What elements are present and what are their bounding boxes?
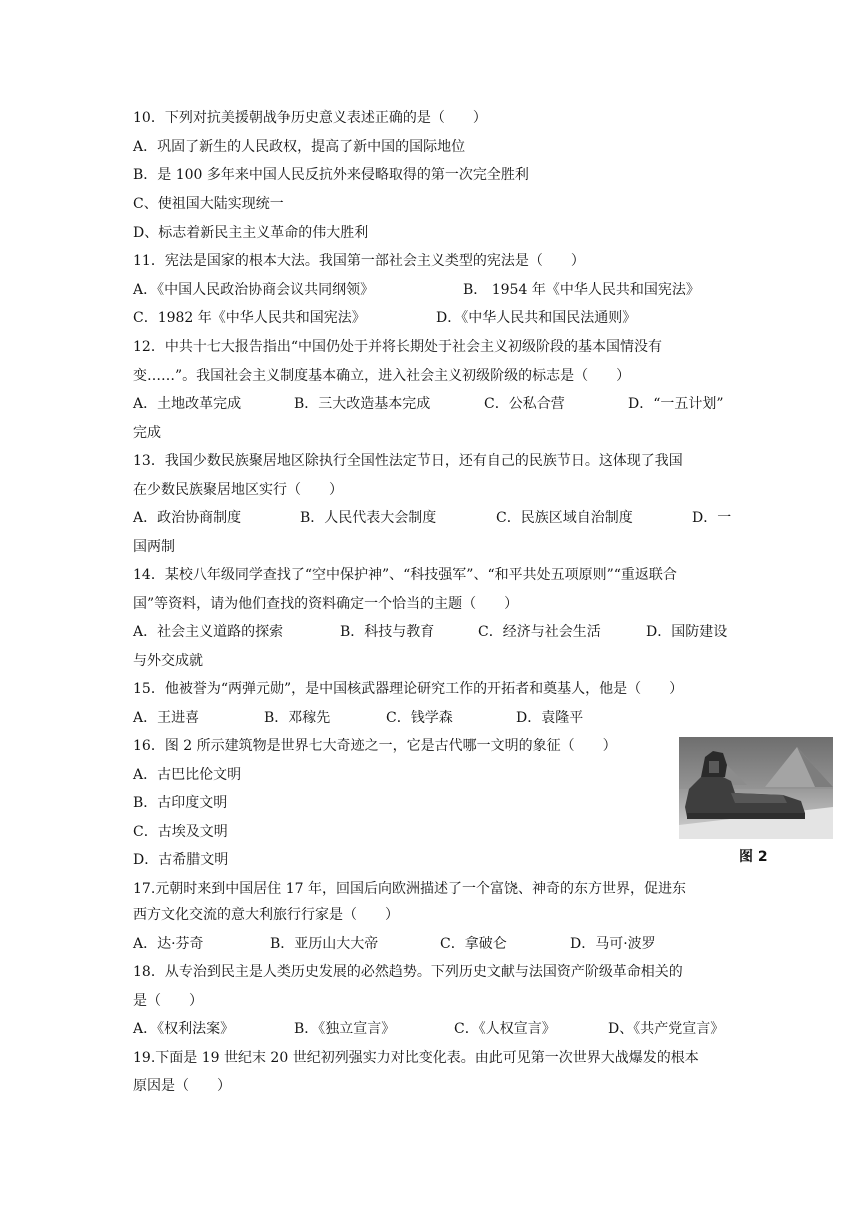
q17-option-b: B．亚历山大大帝 — [270, 936, 379, 952]
q10-option-a: A．巩固了新生的人民政权，提高了新中国的国际地位 — [133, 139, 466, 155]
q11-option-d: D．《中华人民共和国民法通则》 — [436, 310, 637, 326]
q19-stem-line-2: 原因是（ ） — [133, 1078, 231, 1094]
q18-stem-line-2: 是（ ） — [133, 993, 203, 1009]
q11-option-c: C．1982 年《中华人民共和国宪法》 — [133, 310, 366, 326]
q12-option-d-continued: 完成 — [133, 425, 161, 441]
q12-option-d: D．“一五计划” — [628, 396, 724, 412]
q17-stem-line-2: 西方文化交流的意大利旅行行家是（ ） — [133, 907, 399, 923]
q18-option-b: B．《独立宣言》 — [294, 1021, 396, 1037]
q16-stem: 16．图 2 所示建筑物是世界七大奇迹之一，它是古代哪一文明的象征（ ） — [133, 738, 617, 754]
q18-stem-line-1: 18．从专治到民主是人类历史发展的必然趋势。下列历史文献与法国资产阶级革命相关的 — [133, 964, 683, 980]
q17-stem-line-1: 17.元朝时来到中国居住 17 年，回国后向欧洲描述了一个富饶、神奇的东方世界，促进东 — [133, 881, 686, 897]
q11-option-b: B． 1954 年《中华人民共和国宪法》 — [463, 282, 700, 298]
q15-option-a: A．王进喜 — [133, 710, 200, 726]
q15-option-d: D．袁隆平 — [516, 710, 584, 726]
q10-option-b: B．是 100 多年来中国人民反抗外来侵略取得的第一次完全胜利 — [133, 167, 529, 183]
q15-option-b: B．邓稼先 — [264, 710, 331, 726]
q16-option-c: C．古埃及文明 — [133, 824, 228, 840]
q10-option-c: C、使祖国大陆实现统一 — [133, 196, 284, 212]
q12-option-c: C．公私合营 — [484, 396, 565, 412]
q14-option-c: C．经济与社会生活 — [478, 624, 601, 640]
q18-option-d: D、《共产党宣言》 — [608, 1021, 725, 1037]
q14-stem-line-1: 14．某校八年级同学查找了“空中保护神”、“科技强军”、“和平共处五项原则”“重返联合 — [133, 567, 677, 583]
q10-option-d: D、标志着新民主主义革命的伟大胜利 — [133, 225, 369, 241]
q13-stem-line-1: 13．我国少数民族聚居地区除执行全国性法定节日，还有自己的民族节日。这体现了我国 — [133, 453, 683, 469]
q10-stem: 10．下列对抗美援朝战争历史意义表述正确的是（ ） — [133, 110, 487, 126]
q13-option-c: C．民族区域自治制度 — [496, 510, 633, 526]
q13-stem-line-2: 在少数民族聚居地区实行（ ） — [133, 482, 343, 498]
q16-option-a: A．古巴比伦文明 — [133, 767, 242, 783]
q17-option-c: C．拿破仑 — [440, 936, 507, 952]
q19-stem-line-1: 19.下面是 19 世纪末 20 世纪初列强实力对比变化表。由此可见第一次世界大战爆发的根本 — [133, 1050, 699, 1066]
sphinx-photo — [679, 737, 833, 839]
q13-option-d: D．一 — [692, 510, 732, 526]
q18-option-c: C．《人权宣言》 — [454, 1021, 556, 1037]
q18-option-a: A．《权利法案》 — [133, 1021, 235, 1037]
q11-stem: 11．宪法是国家的根本大法。我国第一部社会主义类型的宪法是（ ） — [133, 253, 585, 269]
q12-option-a: A．土地改革完成 — [133, 396, 242, 412]
q15-option-c: C．钱学森 — [386, 710, 453, 726]
q13-option-a: A．政治协商制度 — [133, 510, 242, 526]
q15-stem: 15．他被誉为“两弹元勋”，是中国核武器理论研究工作的开拓者和奠基人，他是（ ） — [133, 681, 684, 697]
q12-option-b: B．三大改造基本完成 — [294, 396, 431, 412]
figure-2-caption: 图 2 — [739, 849, 768, 865]
q14-option-b: B．科技与教育 — [340, 624, 435, 640]
q14-option-a: A．社会主义道路的探索 — [133, 624, 284, 640]
q12-stem-line-2: 变……”。我国社会主义制度基本确立，进入社会主义初级阶级的标志是（ ） — [133, 368, 631, 384]
q11-option-a: A．《中国人民政治协商会议共同纲领》 — [133, 282, 375, 298]
q13-option-d-continued: 国两制 — [133, 539, 175, 555]
q14-option-d: D．国防建设 — [646, 624, 728, 640]
q13-option-b: B．人民代表大会制度 — [300, 510, 437, 526]
q17-option-a: A．达·芬奇 — [133, 936, 204, 952]
q16-option-b: B．古印度文明 — [133, 795, 228, 811]
q17-option-d: D．马可·波罗 — [570, 936, 656, 952]
q16-option-d: D．古希腊文明 — [133, 852, 229, 868]
q14-option-d-continued: 与外交成就 — [133, 653, 203, 669]
q14-stem-line-2: 国”等资料，请为他们查找的资料确定一个恰当的主题（ ） — [133, 596, 519, 612]
q12-stem-line-1: 12．中共十七大报告指出“中国仍处于并将长期处于社会主义初级阶段的基本国情没有 — [133, 339, 662, 355]
